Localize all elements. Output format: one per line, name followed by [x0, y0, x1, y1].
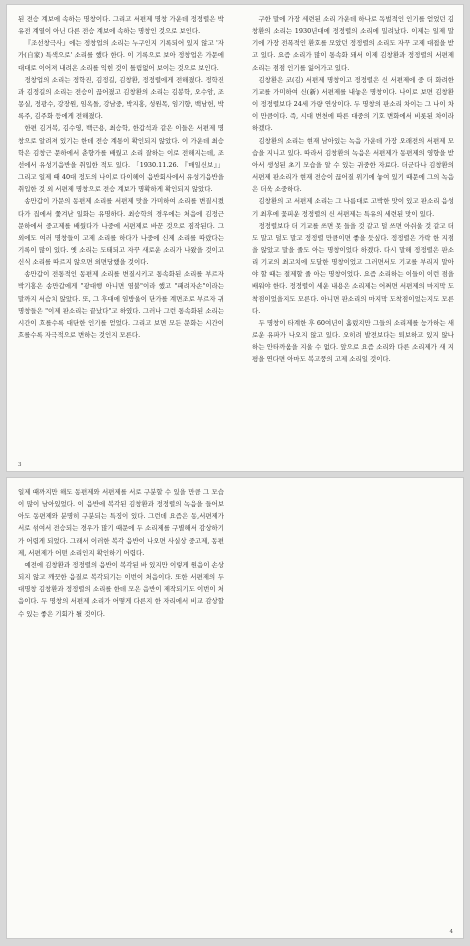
page-number: 4 [449, 929, 453, 935]
page-top [6, 4, 464, 472]
paragraph: 김창환은 코(김) 서편제 명창이고 정정렬은 신 서편제에 중 더 화려한 기교를 가미하여 신(新) 서편제를 내놓은 명창이다. 나이로 보면 김창환이 정정렬보다 24세 가량 연상이다. 두 명창의 판소리 차이는 그 나이 차이 만큼이다. 즉, 시대 변천에 따른 대중의 기호 변화에서 비롯된 차이라 하겠다. [252, 75, 454, 133]
top-right-column [252, 13, 454, 433]
paragraph: 송만갑이 가문의 동편제 소리를 서편제 맛을 가미하여 소리를 변질시켰다가 집에서 쫓겨난 일화는 유명하다. 최승학의 경우에는 처음에 김정근 문하에서 중고제를 배웠다가 나중에 서편제로 바꾼 것으로 짐작된다. 그 외에도 여러 명창들이 고제 소리를 하다가 나중에 신제 소리를 따랐다는 기록이 많이 있다. 옛 소리는 도태되고 자꾸 새로운 소리가 나왔을 것이고 신식 소리를 따르지 않으면 외면당했을 것이다. [18, 197, 224, 267]
paragraph: 예전에 김창환과 정정렬의 음반이 복각된 바 있지만 이렇게 원음이 손상되지 않고 깨끗한 음질로 복각되기는 이번이 처음이다. 또한 서편제의 두 대명창 김창환과 정정렬의 소리를 한데 모은 음반이 제작되기도 이번이 처음이다. 두 명창의 서편제 소리가 어떻게 다른지 한 자리에서 비교 감상할 수 있는 좋은 기회가 될 것이다. [18, 560, 224, 618]
paragraph: 정창업의 소리는 정학진, 김정길, 김창환, 정정렬에게 전해졌다. 정학진과 김정길의 소리는 전승이 끊어졌고 김창환의 소리는 김봉학, 오수암, 조몽실, 정광수, 강장원, 임옥돌, 강남중, 박지홍, 성원목, 임기향, 백남헌, 박록주, 김주화 등에게 전해졌다. [18, 75, 224, 121]
paragraph: 두 명창이 타계한 후 60여년이 흘렀지만 그들의 소리제를 능가하는 새로운 유파가 나오지 않고 있다. 오히려 발전보다는 퇴보하고 있지 않나 하는 안타까움을 지울 수 없다. 앞으로 요즘 소리와 다른 소리제가 새 지평을 연다면 아마도 복고풍의 고제 소리일 것이다. [252, 318, 454, 364]
paragraph: 정정렬보다 더 기교를 쓰면 못 들을 것 같고 덜 쓰면 아쉬울 것 같고 더도 말고 덜도 말고 정정렬 만큼이면 좋을 듯싶다. 정정렬은 가락 한 지점을 않았고 말을 줄도 아는 명창이었다 하겠다. 다시 말해 정정렬은 판소리 기교의 최고치에 도달한 명창이었고 그러면서도 기교를 부리지 말아야 할 때는 절제할 줄 아는 명창이었다. 요즘 소리하는 이들이 이런 점을 배워야 한다. 정정렬이 세운 내용은 소리제는 어쩌면 서편제의 마지막 도착점이었을지도 모른다. 아니면 판소리의 마지막 도착점이었는지도 모른다. [252, 221, 454, 315]
paragraph: 일제 때까지만 해도 동편제와 서편제를 서로 구분할 수 있을 만큼 그 모습이 많이 남아있었다. 이 음반에 복각된 김창환과 정정렬의 녹음을 들어보아도 동편제와 분명히 구분되는 특징이 있다. 그런데 요즘은 동,서편제가 서로 섞여서 전승되는 경우가 많기 때문에 두 소리제를 구별해서 감상하기가 어렵게 되었다. 그래서 이러한 복각 음반이 나오면 사실상 중고제, 동편제, 서편제가 어떤 소리인지 확인하기 어렵다. [18, 488, 224, 557]
paragraph: 된 전승 계보에 속하는 명창이다. 그리고 서편제 명창 가운데 정정렬은 박유전 계열이 아닌 다른 전승 계보에 속하는 명창인 것으로 보인다. [18, 15, 224, 36]
top-left-column [18, 13, 224, 465]
paragraph: 김창환의 고 서편제 소리는 그 나름대로 고박한 맛이 있고 판소리 음성기 최후에 꽃피운 정정렬의 신 서편제는 특유의 세련된 맛이 있다. [252, 197, 454, 218]
page-bottom [6, 477, 464, 939]
bottom-left-column [18, 486, 224, 816]
paragraph: 한편 김거복, 김수영, 백근용, 최승학, 한갑석과 같은 이들은 서편제 명창으로 알려져 있기는 한데 전승 계통이 확인되지 않았다. 이 가운데 최승학은 김창근 문하에서 춘향가를 배웠고 소리 잘하는 이로 전해지는데, 조선에서 유성기음반을 취입한 적도 있다. 「1930.11.26. 『매일신보』」 그리고 일제 때 40대 정도의 나이로 다이헤이 음반회사에서 유성기음반을 취입한 것 외 서편제 명창으로 전승 계보가 명확하게 확인되지 않았다. [18, 124, 224, 194]
paragraph: 구한 말에 가장 세련된 소리 가운데 하나로 독벌적인 인기를 얻었던 김창환의 소리는 1930년대에 정정렬의 소리에 밀려났다. 이제는 일제 말기에 가장 전폭적인 환호를 모았던 정정렬의 소리도 자꾸 고제 대접을 받고 있다. 요즘 소리가 많이 통속화 돼서 이제 김창환과 정정렬의 서편제 소리는 점점 인기를 잃어가고 있다. [252, 15, 454, 72]
paragraph: 『조선창극사』에는 정창업의 소리는 누구인지 기록되어 있지 않고 '자가(自家) 특색으로' 소리를 했다 한다. 이 기록으로 보아 정창업은 가문에 대대로 이어져 내려온 소리를 익힌 것이 틀림없어 보이는 것으로 보인다. [18, 39, 224, 72]
paragraph: 송만갑이 전통적인 동편제 소리를 변질시키고 통속화된 소리를 부르자 박기홍은 송만갑에게 "광대행 아니면 염불"이라 했고 "패려자손"이라는 말까지 서슴치 않았다. 또, 그 후대에 임방울이 단가를 계면조로 부르자 귀명창들은 "이제 판소리는 끝났다"고 하였다. 그러나 그런 통속화된 소리는 시간이 흐를수록 대단한 인기를 얻었다. 그리고 보면 모든 문화는 시간이 흐를수록 자극적으로 변하는 것인지 모른다. [18, 270, 224, 340]
paragraph: 김창환의 소리는 현재 남아있는 녹음 가운데 가장 오래전의 서편제 모습을 지니고 있다. 따라서 김창환의 녹음은 서편제가 동편제의 영향을 받아서 생성된 초기 모습을 알 수 있는 귀중한 자료다. 더군다나 김창환의 서편제 판소리가 현재 전승이 끊어질 위기에 놓여 있기 때문에 그의 녹음은 더욱 소중하다. [252, 136, 454, 194]
page-number: 3 [18, 462, 22, 468]
